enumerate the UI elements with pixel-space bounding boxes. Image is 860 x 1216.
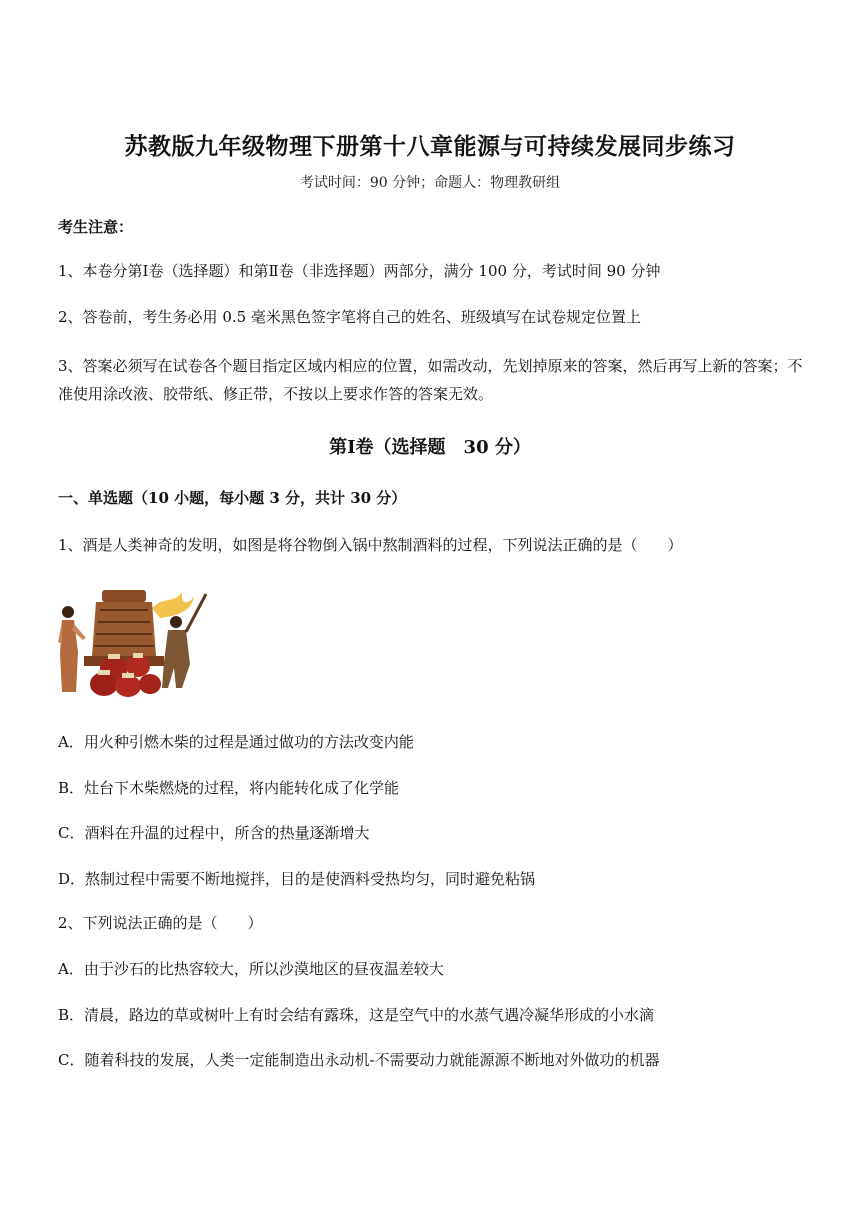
question-1-stem: 1、酒是人类神奇的发明，如图是将谷物倒入锅中熬制酒料的过程，下列说法正确的是（ ）	[58, 536, 683, 554]
woman-figure	[58, 606, 86, 692]
section-title: 第Ⅰ卷（选择题 30 分）	[329, 437, 531, 458]
question-1-option-a: A．用火种引燃木柴的过程是通过做功的方法改变内能	[58, 733, 414, 751]
flame-icon	[152, 592, 194, 618]
question-1-option-b: B．灶台下木柴燃烧的过程，将内能转化成了化学能	[58, 779, 400, 797]
stove-figure	[84, 590, 164, 666]
question-2-stem: 2、下列说法正确的是（ ）	[58, 914, 263, 932]
notice-item-2: 2、答卷前，考生务必用 0.5 毫米黑色签字笔将自己的姓名、班级填写在试卷规定位置上	[58, 308, 641, 326]
notice-item-3: 3、答案必须写在试卷各个题目指定区域内相应的位置，如需改动，先划掉原来的答案，然后再写上新的答案；不准使用涂改液、胶带纸、修正带，不按以上要求作答的答案无效。	[58, 357, 803, 403]
exam-subtitle: 考试时间：90 分钟；命题人：物理教研组	[299, 175, 561, 191]
notice-heading: 考生注意：	[58, 218, 134, 236]
question-1-option-d: D．熬制过程中需要不断地搅拌，目的是使酒料受热均匀，同时避免粘锅	[58, 870, 536, 888]
question-2-option-b: B．清晨，路边的草或树叶上有时会结有露珠，这是空气中的水蒸气遇冷凝华形成的小水滴	[58, 1006, 655, 1024]
question-2-option-c: C．随着科技的发展，人类一定能制造出永动机-不需要动力就能源源不断地对外做功的机器	[58, 1051, 660, 1069]
question-2-option-a: A．由于沙石的比热容较大，所以沙漠地区的昼夜温差较大	[58, 960, 444, 978]
part-heading: 一、单选题（10 小题，每小题 3 分，共计 30 分）	[58, 489, 407, 507]
question-1-option-c: C．酒料在升温的过程中，所含的热量逐渐增大	[58, 824, 370, 842]
notice-item-1: 1、本卷分第Ⅰ卷（选择题）和第Ⅱ卷（非选择题）两部分，满分 100 分，考试时间 90 分钟	[58, 262, 661, 280]
brewing-illustration	[56, 582, 212, 698]
exam-title: 苏教版九年级物理下册第十八章能源与可持续发展同步练习	[124, 133, 736, 160]
